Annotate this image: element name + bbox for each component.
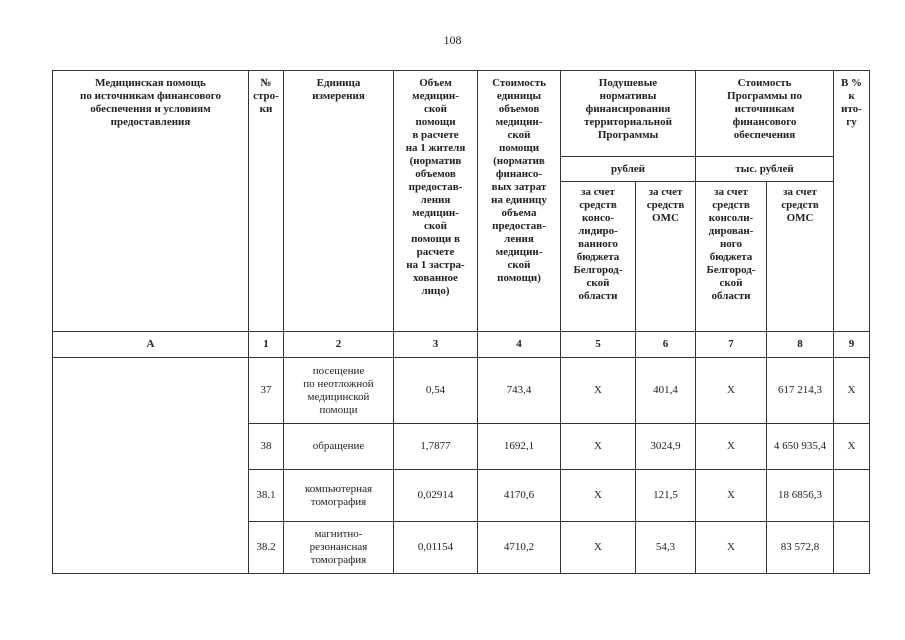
- unit-cell: посещение по неотложной медицинской помощи: [284, 358, 394, 424]
- percent-cell: Х: [834, 424, 870, 470]
- table-row: [53, 358, 870, 424]
- oms-per-capita-cell: 401,4: [636, 358, 696, 424]
- oms-per-capita-cell: 3024,9: [636, 424, 696, 470]
- column-number: 9: [834, 332, 870, 358]
- header-care-type: Медицинская помощь по источникам финансового обеспечения и условиям предоставления: [53, 71, 249, 332]
- unit-cost-cell: 1692,1: [478, 424, 561, 470]
- budget-cost-cell: Х: [696, 358, 767, 424]
- unit-cell: обращение: [284, 424, 394, 470]
- column-number: А: [53, 332, 249, 358]
- header-unit-rub: рублей: [561, 157, 696, 182]
- column-number: 6: [636, 332, 696, 358]
- line-number: 38.2: [249, 522, 284, 574]
- budget-cost-cell: Х: [696, 470, 767, 522]
- volume-cell: 0,54: [394, 358, 478, 424]
- percent-cell: [834, 470, 870, 522]
- oms-cost-cell: 18 6856,3: [767, 470, 834, 522]
- header-src-oms: за счет средств ОМС: [636, 182, 696, 332]
- volume-cell: 0,02914: [394, 470, 478, 522]
- header-line-number: № стро- ки: [249, 71, 284, 332]
- budget-per-capita-cell: Х: [561, 358, 636, 424]
- budget-per-capita-cell: Х: [561, 522, 636, 574]
- oms-per-capita-cell: 121,5: [636, 470, 696, 522]
- header-unit-cost: Стоимость единицы объемов медицин- ской помощи (норматив финансо- вых затрат на единицу объема предостав- ления медицин- ской помощи): [478, 71, 561, 332]
- unit-cost-cell: 4170,6: [478, 470, 561, 522]
- volume-cell: 1,7877: [394, 424, 478, 470]
- column-number: 7: [696, 332, 767, 358]
- line-number: 38: [249, 424, 284, 470]
- unit-cost-cell: 4710,2: [478, 522, 561, 574]
- oms-cost-cell: 4 650 935,4: [767, 424, 834, 470]
- volume-cell: 0,01154: [394, 522, 478, 574]
- unit-cell: компьютерная томография: [284, 470, 394, 522]
- column-number: 2: [284, 332, 394, 358]
- budget-cost-cell: Х: [696, 522, 767, 574]
- line-number: 38.1: [249, 470, 284, 522]
- header-unit: Единица измерения: [284, 71, 394, 332]
- financing-table: [52, 70, 870, 574]
- oms-cost-cell: 617 214,3: [767, 358, 834, 424]
- header-percent: В % к ито- гу: [834, 71, 870, 332]
- budget-per-capita-cell: Х: [561, 470, 636, 522]
- header-src-budget: за счет средств консо- лидиро- ванного бюджета Белгород- ской области: [561, 182, 636, 332]
- oms-per-capita-cell: 54,3: [636, 522, 696, 574]
- care-type-cell: [53, 358, 249, 574]
- header-program-cost: Стоимость Программы по источникам финансового обеспечения: [696, 71, 834, 157]
- percent-cell: [834, 522, 870, 574]
- line-number: 37: [249, 358, 284, 424]
- oms-cost-cell: 83 572,8: [767, 522, 834, 574]
- header-unit-thous: тыс. рублей: [696, 157, 834, 182]
- budget-per-capita-cell: Х: [561, 424, 636, 470]
- header-src-oms-2: за счет средств ОМС: [767, 182, 834, 332]
- budget-cost-cell: Х: [696, 424, 767, 470]
- header-per-capita: Подушевые нормативы финансирования территориальной Программы: [561, 71, 696, 157]
- page-number: 108: [443, 33, 462, 47]
- column-number: 4: [478, 332, 561, 358]
- header-volume: Объем медицин- ской помощи в расчете на 1 жителя (норматив объемов предостав- ления медицин- ской помощи в расчете на 1 застра- хованное лицо): [394, 71, 478, 332]
- unit-cell: магнитно- резонансная томография: [284, 522, 394, 574]
- percent-cell: Х: [834, 358, 870, 424]
- header-src-budget-2: за счет средств консоли- дирован- ного бюджета Белгород- ской области: [696, 182, 767, 332]
- column-number: 5: [561, 332, 636, 358]
- column-number: 1: [249, 332, 284, 358]
- column-number: 8: [767, 332, 834, 358]
- column-number: 3: [394, 332, 478, 358]
- unit-cost-cell: 743,4: [478, 358, 561, 424]
